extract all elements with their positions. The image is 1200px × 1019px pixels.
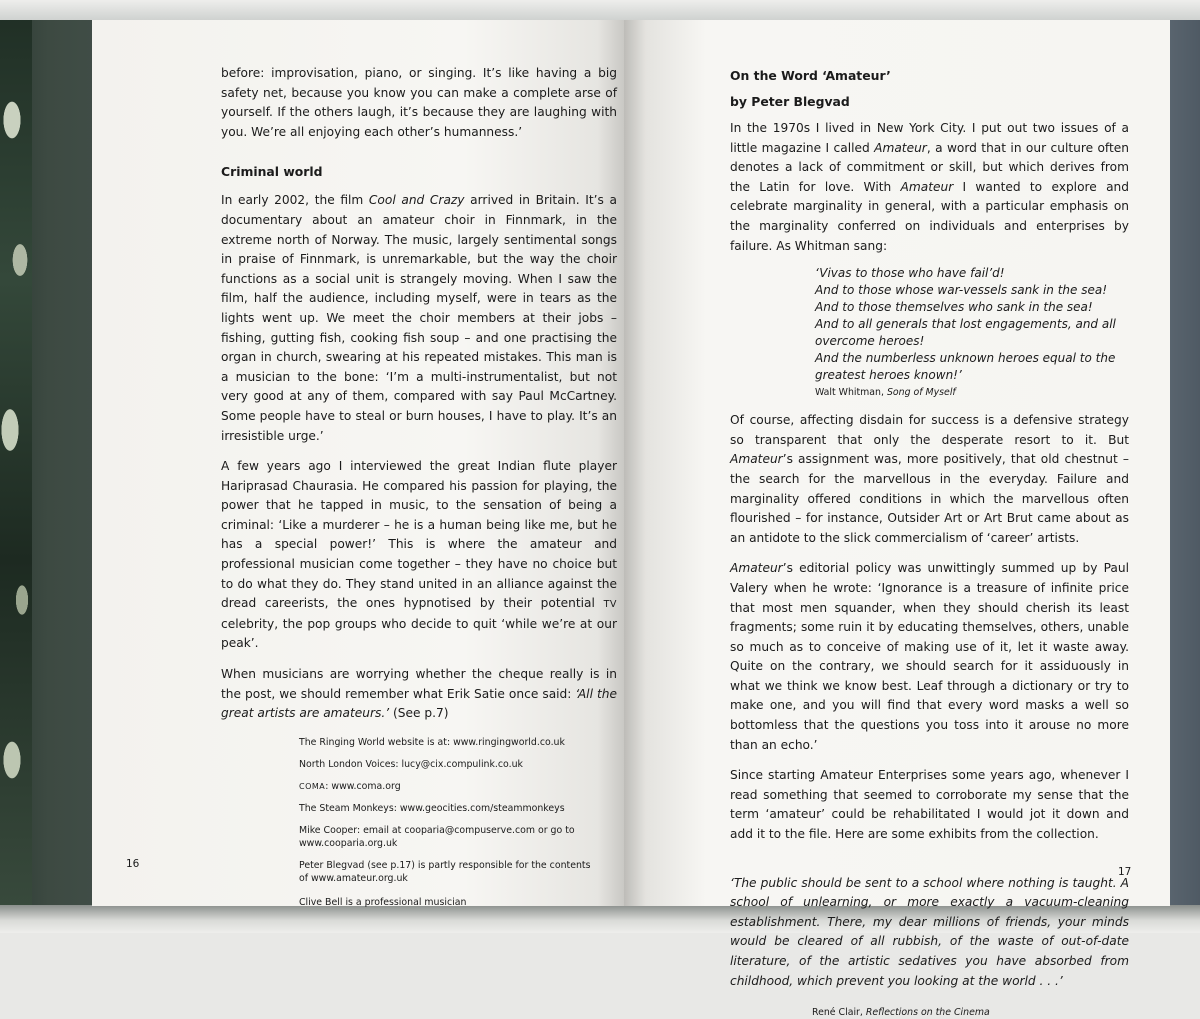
note-london-voices: North London Voices: lucy@cix.compulink.co.uk xyxy=(299,758,523,770)
verse-line: And to all generals that lost engagements, and all xyxy=(815,317,1116,332)
section-heading: Criminal world xyxy=(221,164,323,180)
note-clive-bell: Clive Bell is a professional musician xyxy=(299,896,467,908)
background-foliage xyxy=(0,0,32,933)
verse-line: And to those themselves who sank in the sea! xyxy=(815,300,1093,315)
clair-credit: René Clair, Reflections on the Cinema xyxy=(812,1007,990,1019)
left-page xyxy=(92,20,624,906)
article-title: On the Word ‘Amateur’ xyxy=(730,68,891,83)
verse-credit: Walt Whitman, Song of Myself xyxy=(815,387,956,399)
whitman-verse xyxy=(815,265,1129,399)
verse-line: greatest heroes known!’ xyxy=(815,368,962,383)
left-page-text-block xyxy=(221,64,617,909)
paragraph-collection: Since starting Amateur Enterprises some years ago, whenever I read something that seemed to corroborate my sense that the term ‘amateur’ could be rehabilitated I would jot it down and add it to the file. Here are some exhibits from the collection. xyxy=(730,768,1129,842)
page-number-right: 17 xyxy=(1118,866,1132,878)
note-blegvad: Peter Blegvad (see p.17) is partly responsible for the contents of www.amateur.org.uk xyxy=(299,859,591,884)
right-page xyxy=(624,20,1170,1019)
note-mike-cooper: Mike Cooper: email at cooparia@compuserve.com or go to www.cooparia.org.uk xyxy=(299,824,575,849)
clair-quote: ‘The public should be sent to a school where nothing is taught. A school of unlearning, or more exactly a vacuum-cleaning establishment. There, my dear millions of friends, your minds would be cleared of all rubbish, of the waste of out-of-date literature, of the artistic sedatives you have absorbed from childhood, which prevent you looking at the world . . .’ xyxy=(730,875,1129,988)
opening-paragraph: before: improvisation, piano, or singing. It’s like having a big safety net, because you know you can make a complete arse of yourself. If the others laugh, it’s because they are laughing with you. We’re all enjoying each other’s humanness.’ xyxy=(221,66,617,139)
verse-line: overcome heroes! xyxy=(815,334,925,349)
verse-line: ‘Vivas to those who have fail’d! xyxy=(815,266,1005,281)
note-steam-monkeys: The Steam Monkeys: www.geocities.com/steammonkeys xyxy=(299,802,565,814)
notes-block xyxy=(299,736,599,909)
paragraph-disdain: Of course, affecting disdain for success is a defensive strategy so transparent that only the desperate resort to it. But Amateur’s assignment was, more positively, that old chestnut – the search for the marvellous in the everyday. Failure and marginality offered conditions in which the marvellous often flourished – for instance, Outsider Art or Art Brut came about as an antidote to the slick commercialism of ‘career’ artists. xyxy=(730,413,1129,545)
verse-line: And to those whose war-vessels sank in the sea! xyxy=(815,283,1108,298)
film-title: Cool and Crazy xyxy=(368,193,465,208)
paragraph-new-york: In the 1970s I lived in New York City. I put out two issues of a little magazine I called Amateur, a word that in our culture often denotes a lack of commitment or skill, but which derives from the Latin for love. With Amateur I wanted to explore and celebrate marginality in general, with a particular emphasis on the marginality conferred on individuals and enterprises by failure. As Whitman sang: xyxy=(730,121,1129,253)
article-byline: by Peter Blegvad xyxy=(730,94,850,109)
paragraph-chaurasia: A few years ago I interviewed the great Indian flute player Hariprasad Chaurasia. He compared his passion for playing, the power that he tapped in music, to the sensation of being a criminal: ‘Like a murderer – he is a human being like me, but he has a special power!’ This is where the amateur and professional musician come together – they have no choice but to do what they do. They stand united in an alliance against the dread careerists, the ones hypnotised by their potential TV celebrity, the pop groups who decide to quit ‘while we’re at our peak’. xyxy=(221,459,617,651)
paragraph-valery: Amateur’s editorial policy was unwittingly summed up by Paul Valery when he wrote: ‘Ignorance is a treasure of infinite price that most men squander, when they should cherish its least fragments; some ruin it by educating themselves, others, unable so much as to conceive of making use of it, let it waste away. Quite on the contrary, we should search for it assiduously in what we think we know best. Leaf through a dictionary or try to make one, and you will find that every word masks a well so bottomless that the questions you toss into it arouse no more than an echo.’ xyxy=(730,561,1129,752)
note-ringing-world: The Ringing World website is at: www.ringingworld.co.uk xyxy=(299,736,565,748)
page-number-left: 16 xyxy=(126,858,140,870)
verse-line: And the numberless unknown heroes equal to the xyxy=(815,351,1116,366)
paragraph-satie: When musicians are worrying whether the cheque really is in the post, we should remember what Erik Satie once said: ‘All the great artists are amateurs.’ (See p.7) xyxy=(221,667,617,721)
scanner-top-edge xyxy=(0,0,1200,20)
tv-small-caps: TV xyxy=(603,599,617,611)
paragraph-cool-and-crazy: In early 2002, the film Cool and Crazy arrived in Britain. It’s a documentary about an amateur choir in Finnmark, in the extreme north of Norway. The music, largely sentimental songs in praise of Finnmark, is unremarkable, but the way the choir functions as a social unit is strangely moving. When I saw the film, half the audience, including myself, were in tears as the lights went up. We meet the choir members at their jobs – fishing, gutting fish, cooking fish soup – and one practising the organ in church, swearing at his repeated mistakes. This man is a musician to the bone: ‘I’m a multi-instrumentalist, but not very good at any of them, compared with say Paul McCartney. Some people have to steal or burn houses, I have to play. It’s an irresistible urge.’ xyxy=(221,193,617,443)
satie-quote: ‘All the great artists are amateurs.’ xyxy=(221,686,617,721)
note-coma: COMA: www.coma.org xyxy=(299,780,401,792)
right-page-text-block xyxy=(730,66,1132,1019)
